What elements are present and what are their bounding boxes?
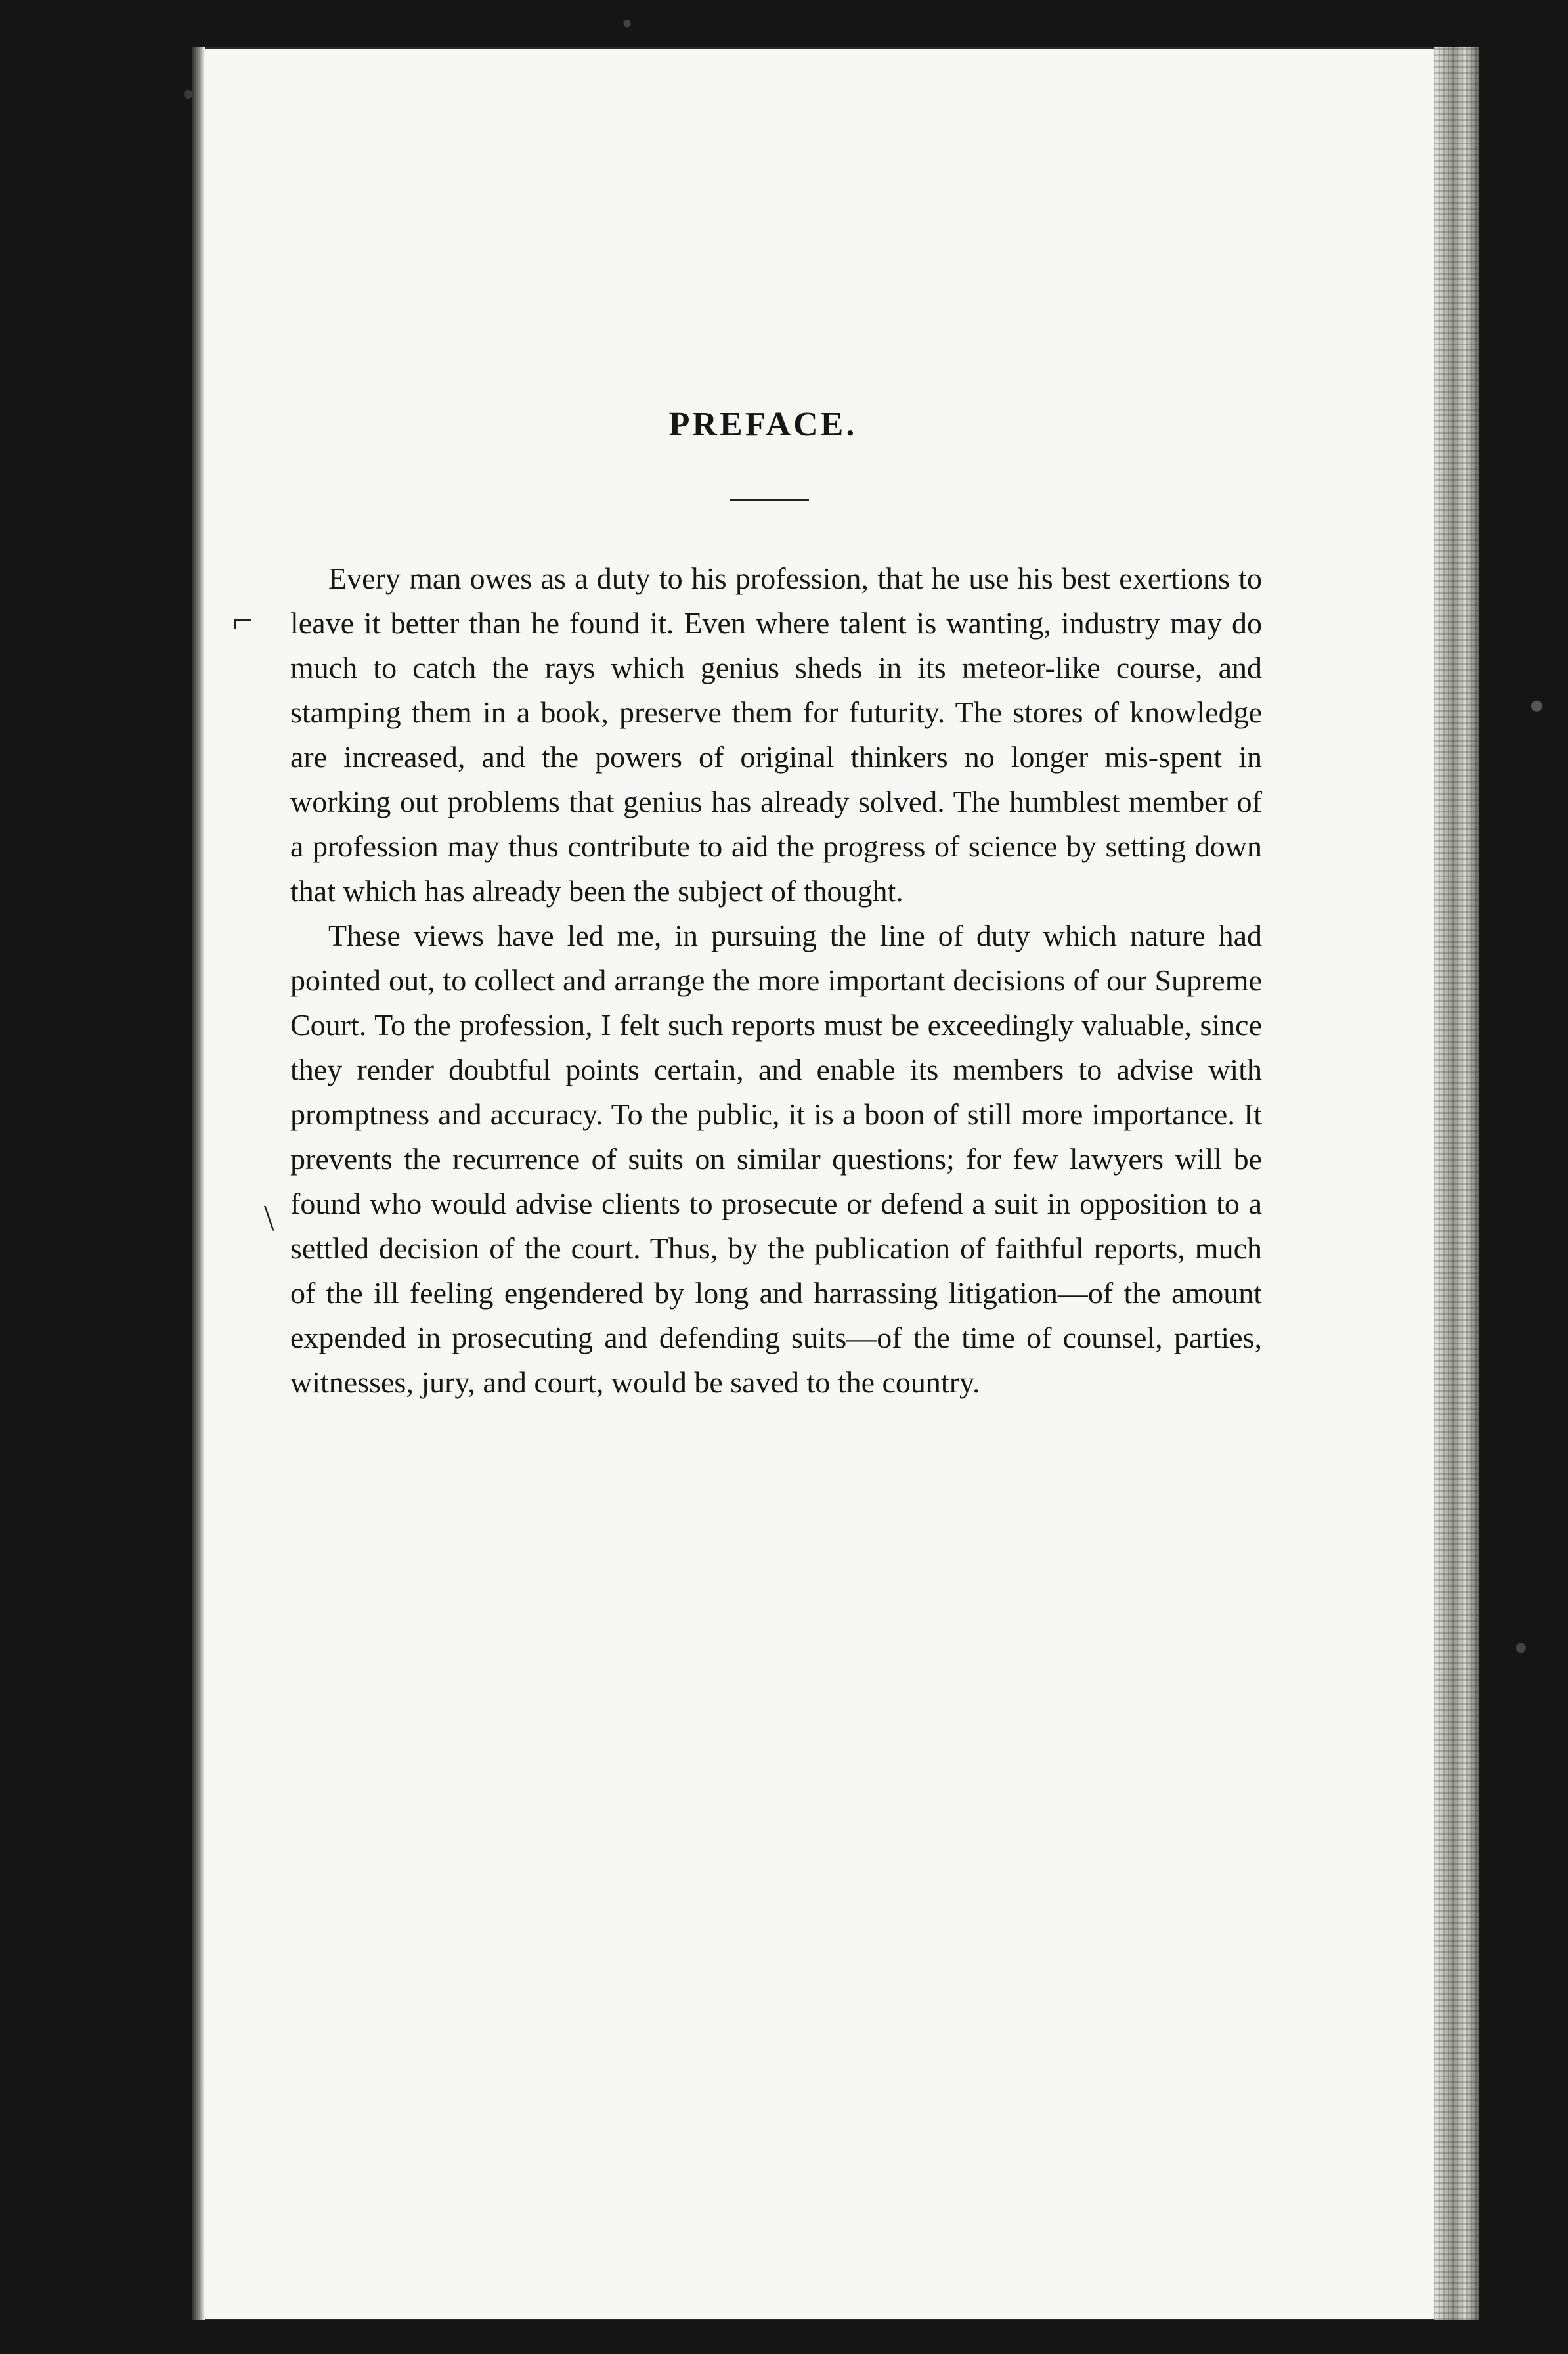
book-page [192,47,1479,2320]
margin-mark-arrow-icon: ⌐ [232,600,253,641]
title-rule [730,499,809,501]
margin-mark-tick-icon: \ [264,1198,274,1239]
preface-body [290,556,1262,1405]
paragraph-2: These views have led me, in pursuing the line of duty which nature had pointed out, to collect and arrange the more important decisions of our Supreme Court. To the profession, I felt such reports must be exceedingly valuable, since they render doubtful points certain, and enable its members to advise with promptness and accuracy. To the public, it is a boon of still more importance. It prevents the recurrence of suits on similar questions; for few lawyers will be found who would advise clients to prosecute or defend a suit in opposition to a settled decision of the court. Thus, by the publication of faithful reports, much of the ill feeling engendered by long and harrassing litigation—of the amount expended in prosecuting and defending suits—of the time of counsel, parties, witnesses, jury, and court, would be saved to the country. [290,919,1262,1399]
paragraph-1: Every man owes as a duty to his profession, that he use his best exertions to leave it better than he found it. Even where talent is wanting, industry may do much to catch the rays which genius sheds in its meteor-like course, and stamping them in a book, preserve them for futurity. The stores of knowledge are increased, and the powers of original thinkers no longer mis-spent in working out problems that genius has already solved. The humblest member of a profession may thus contribute to aid the progress of science by setting down that which has already been the subject of thought. [290,562,1262,908]
page-title: PREFACE. [668,406,858,443]
page-edge [1434,47,1479,2320]
page-gutter [192,47,205,2320]
